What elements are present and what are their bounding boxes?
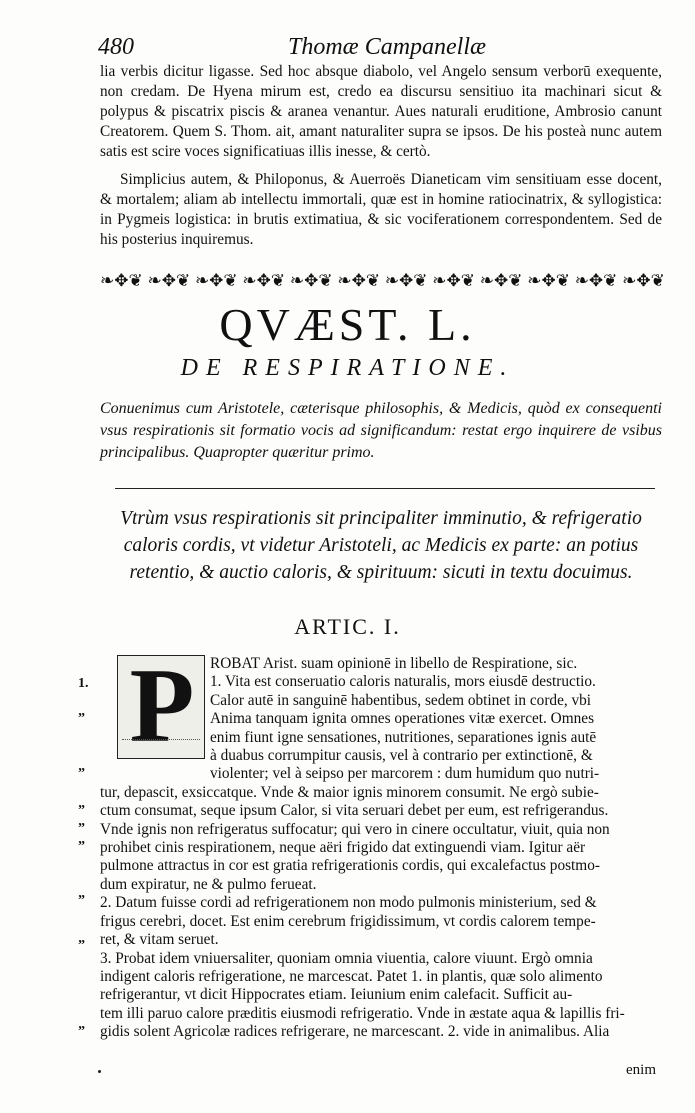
ornament-flourish-icon: ❧✥❦ [289,271,333,291]
margin-mark: ” [78,938,85,953]
ornament-band [100,268,665,294]
margin-mark: ” [78,766,85,781]
text-line: 1. Vita est conseruatio caloris naturalis, mors eiusdē destructio. [210,673,596,691]
margin-mark: 1. [78,676,89,691]
margin-mark: ” [78,1024,85,1039]
margin-mark: ” [78,821,85,836]
text-line: violenter; vel à seipso per marcorem : dum humidum quo nutri- [210,765,600,783]
text-line: dum expiratur, ne & pulmo ferueat. [100,875,317,893]
ornament-flourish-icon: ❧✥❦ [147,271,191,291]
divider [115,488,655,489]
margin-mark: ” [78,839,85,854]
text-line: prohibet cinis respirationem, neque aëri frigido dat extinguendi viam. Igitur aër [100,839,586,857]
top-text [100,62,662,250]
text-line: enim fiunt igne sensationes, nutritiones, separationes ignis autē [210,728,597,746]
text-line: à duabus corrumpitur causis, vel à contrario per extinctionē, & [210,747,593,765]
ornament-flourish-icon: ❧✥❦ [194,271,238,291]
running-head: Thomæ Campanellæ [288,34,487,60]
margin-mark: ” [78,711,85,726]
margin-mark: ” [78,893,85,908]
page-number: 480 [98,34,134,60]
ornament-flourish-icon: ❧✥❦ [574,271,618,291]
quaestio-intro: Conuenimus cum Aristotele, cæterisque philosophis, & Medicis, quòd ex consequenti vsus respirationis sit formatio vocis ad significandum: restat ergo inquirere de vsibus principalibus. Quapropter quæritur primo. [100,400,662,461]
quaestio-subtitle: DE RESPIRATIONE. [180,355,515,381]
text-line: Calor autē in sanguinē habentibus, sedem obtinet in corde, vbi [210,691,592,709]
paragraph: Simplicius autem, & Philoponus, & Auerroës Dianeticam vim sensitiuam esse docent, & mortalem; aliam ab intellectu immortali, quæ est in homine ratiocinatrix, & syllogistica: in Pygmeis logistica: in brutis extimatiua, & sic vociferationem correspondentem. Sed de his posterius inquiremus. [100,171,662,248]
ink-speck [98,1070,101,1073]
text-line: Vnde ignis non refrigeratus suffocatur; qui vero in cinere occultatur, viuit, quia non [100,820,610,838]
text-line: tur, depascit, exsiccatque. Vnde & maior ignis minorem consumit. Ne ergò subie- [100,783,599,801]
text-line: refrigerantur, vt dicit Hippocrates etiam. Ieiunium enim calefacit. Sufficit au- [100,986,573,1004]
text-line: indigent caloris refrigeratione, ne marcescat. Patet 1. in plantis, quæ solo alimento [100,967,603,985]
text-line: pulmone attractus in cor est gratia refrigerationis cordis, qui excalefactus postmo- [100,857,600,875]
article-heading: ARTIC. I. [294,614,401,639]
text-line: ctum consumat, seque ipsum Calor, si vita seruari debet per eum, est refrigerandus. [100,802,609,820]
text-line: 3. Probat idem vniuersaliter, quoniam omnia viuentia, calore viuunt. Ergò omnia [100,949,593,967]
margin-mark: ” [78,803,85,818]
text-line: gidis solent Agricolæ radices refrigerare, ne marcescant. 2. vide in animalibus. Alia [100,1023,610,1041]
drop-cap-letter: P [129,655,195,759]
quaestio-title: QVÆST. L. [219,299,476,350]
ornament-flourish-icon: ❧✥❦ [527,271,570,291]
ornament-flourish-icon: ❧✥❦ [100,271,143,291]
quaestio-question: Vtrùm vsus respirationis sit principaliter imminutio, & refrigeratio caloris cordis, vt videtur Aristoteli, ac Medicis ex parte: an potius retentio, & auctio caloris, & spirituum: sicuti in textu docuimus. [120,508,642,583]
paragraph: lia verbis dicitur ligasse. Sed hoc absque diabolo, vel Angelo sensum verborū exequente, non credam. De Hyena mirum est, credo ea discursu sensitiuo ita machinari sicut & polypus & piscatrix piscis & aranea venantur. Aues naturali eruditione, Ambrosio canunt Creatorem. Quem S. Thom. ait, amant naturaliter supra se ipsos. De his posteà nunc autem satis est scire voces significatiuas illis inesse, & certò. [100,63,662,160]
ornament-flourish-icon: ❧✥❦ [622,271,665,291]
ornament-flourish-icon: ❧✥❦ [384,271,428,291]
catchword: enim [626,1062,656,1078]
article-body [100,655,665,1042]
text-line: frigus cerebri, docet. Est enim cerebrum frigidissimum, vt cordis calorem tempe- [100,912,596,930]
ornament-flourish-icon: ❧✥❦ [337,271,381,291]
ornament-flourish-icon: ❧✥❦ [432,271,476,291]
text-line: ROBAT Arist. suam opinionē in libello de Respiratione, sic. [210,655,578,672]
text-line: tem illi paruo calore præditis eiusmodi refrigeratio. Vnde in æstate aqua & lapillis fri- [100,1004,625,1022]
text-line: Anima tanquam ignita omnes operationes vitæ exercet. Omnes [210,710,595,728]
ornament-flourish-icon: ❧✥❦ [242,271,286,291]
ornament-flourish-icon: ❧✥❦ [479,271,523,291]
text-line: ret, & vitam seruet. [100,931,219,949]
text-line: 2. Datum fuisse cordi ad refrigerationem non modo pulmonis ministerium, sed & [100,894,597,912]
